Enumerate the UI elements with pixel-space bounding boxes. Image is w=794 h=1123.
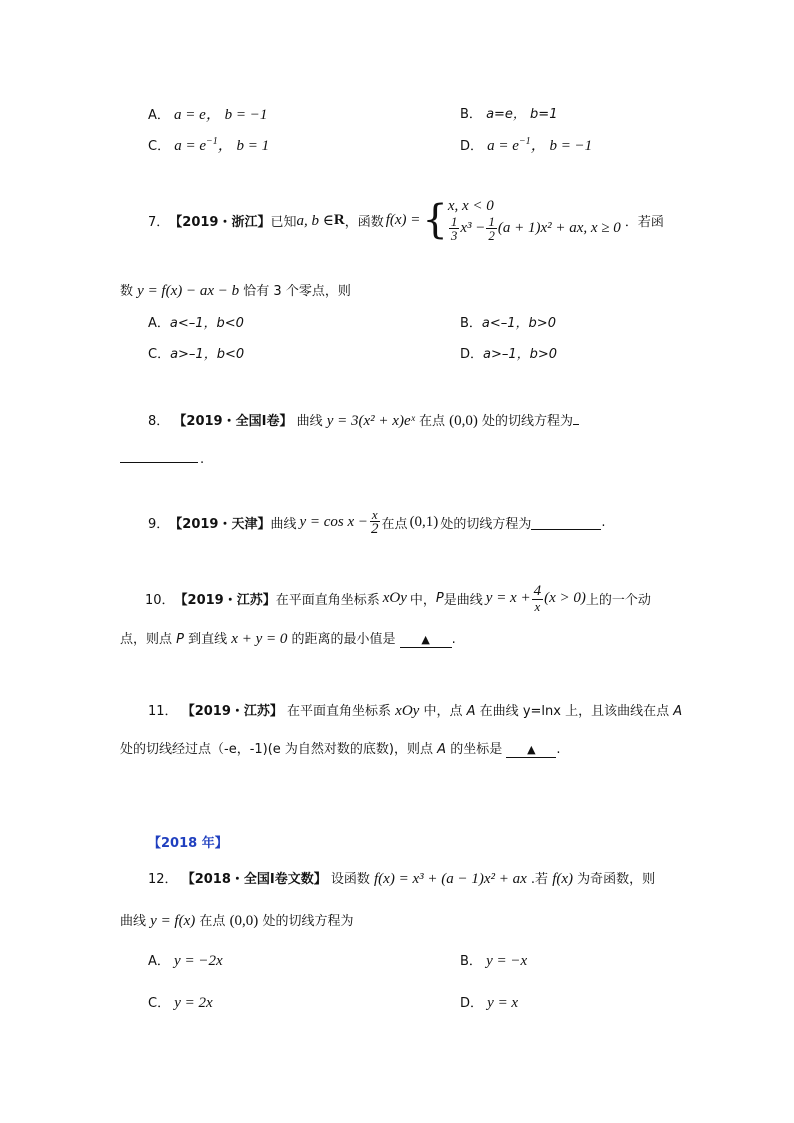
- question-text: 在点: [419, 414, 446, 429]
- question-text: 在点: [381, 517, 408, 532]
- option-label: C．: [148, 139, 171, 154]
- option-text: $a = e^{-1}$， b = 1: [174, 136, 270, 154]
- option-label: D．: [460, 347, 484, 362]
- question-text: 在点: [199, 914, 226, 929]
- option-text: y = −2x: [174, 953, 223, 969]
- answer-blank[interactable]: [120, 448, 198, 463]
- question-text: 设函数: [330, 872, 370, 887]
- question-source: 【2018・全国Ⅰ卷文数】: [181, 872, 327, 887]
- option-label: C．: [148, 347, 171, 362]
- math-expr: y = 3(x² + x)eˣ: [326, 413, 415, 429]
- q12-stem-line1: [148, 868, 655, 888]
- question-text: ．若函: [624, 214, 664, 230]
- question-text: 处的切线方程为: [440, 517, 532, 532]
- question-source: 【2019・天津】: [169, 517, 271, 532]
- option-text: $a = e^{-1}$， b = −1: [487, 136, 593, 154]
- period: .: [451, 632, 456, 647]
- question-text: 数: [120, 284, 134, 299]
- q10-stem-line2: [120, 628, 456, 648]
- question-text: 处的切线方程为: [262, 914, 354, 929]
- math-expr: y = f(x) − ax − b: [137, 283, 240, 299]
- q7-stem-line1: [148, 198, 664, 242]
- curve-expr: y=lnx: [522, 704, 561, 719]
- question-number: 10．: [145, 593, 175, 608]
- point-a: A: [437, 742, 447, 757]
- q12-option-b: [460, 950, 527, 970]
- question-text: 中，: [409, 593, 436, 608]
- point-coord: (0,0): [229, 913, 259, 929]
- q7-option-c: [148, 343, 244, 362]
- question-text: 曲线: [296, 414, 323, 429]
- q7-stem-line2: [120, 280, 351, 300]
- option-label: C．: [148, 996, 171, 1011]
- question-number: 12．: [148, 872, 178, 887]
- option-label: A．: [148, 108, 170, 123]
- piecewise-cases: [448, 198, 621, 242]
- case-2: $\frac{1}{3}$ x³ − $\frac{1}{2}$ (a + 1)x² + ax, x ≥ 0: [450, 214, 621, 244]
- point-coord: (0,1): [409, 514, 439, 530]
- q7-option-b: [460, 312, 556, 331]
- option-text: a<–1，b<0: [169, 316, 244, 331]
- question-number: 9．: [148, 517, 170, 532]
- q11-stem-line2: [120, 738, 560, 758]
- coordinate-system: xOy: [382, 590, 407, 606]
- question-text: 为奇函数，则: [577, 872, 656, 887]
- triangle-icon: ▲: [421, 633, 430, 646]
- math-expr: f(x) =: [385, 211, 421, 228]
- question-text: 的距离的最小值是: [291, 632, 396, 647]
- question-source: 【2019・江苏】: [174, 593, 276, 608]
- math-expr: (x > 0): [544, 590, 586, 606]
- case-1: x, x < 0: [447, 198, 494, 214]
- question-text: 上的一个动: [585, 593, 651, 608]
- math-expr: a, b ∈: [296, 212, 334, 229]
- q12-option-c: [148, 992, 213, 1012]
- q12-option-a: [148, 950, 223, 970]
- q9-stem: [148, 508, 605, 537]
- question-text: 已知: [270, 214, 297, 230]
- section-heading-2018: 【2018 年】: [148, 836, 228, 851]
- real-set-symbol: R: [333, 211, 345, 228]
- period: .: [601, 515, 606, 530]
- q12-stem-line2: [120, 910, 353, 930]
- math-expr: f(x) = x³ + (a − 1)x² + ax: [374, 871, 527, 887]
- option-text: a>–1，b<0: [170, 347, 245, 362]
- option-label: B．: [460, 107, 482, 122]
- q6-option-b: [460, 103, 557, 122]
- point-p: P: [176, 632, 184, 647]
- question-text: 在曲线: [479, 704, 519, 719]
- question-text: 在平面直角坐标系: [275, 593, 380, 608]
- coordinate-system: xOy: [395, 703, 420, 719]
- question-source: 【2019・浙江】: [169, 214, 271, 230]
- option-text: y = x: [487, 995, 519, 1011]
- option-label: B．: [460, 954, 482, 969]
- question-text: .若: [530, 872, 549, 887]
- q6-option-c: [148, 134, 269, 155]
- point-coord: (0,0): [449, 413, 478, 429]
- q6-option-d: [460, 134, 592, 155]
- option-text: y = 2x: [174, 995, 213, 1011]
- option-text: a = e， b = −1: [174, 107, 268, 123]
- point-p: P: [435, 591, 444, 606]
- question-text: 的坐标是: [450, 742, 503, 757]
- math-expr: f(x): [552, 871, 574, 887]
- fraction: $\frac{4}{x}$: [533, 583, 542, 614]
- q7-option-d: [460, 343, 557, 362]
- question-number: 7．: [148, 214, 170, 230]
- math-expr: y = f(x): [150, 913, 196, 929]
- point-a: A: [673, 704, 683, 719]
- triangle-icon: ▲: [527, 743, 536, 756]
- question-text: 处的切线方程为: [482, 414, 574, 429]
- q8-stem: [148, 410, 579, 430]
- piecewise-brace: {: [422, 197, 448, 244]
- question-number: 11．: [148, 704, 178, 719]
- question-text: 曲线: [270, 517, 297, 532]
- question-text: 曲线: [120, 914, 147, 929]
- question-text: 是曲线: [443, 593, 483, 608]
- q11-stem-line1: [148, 700, 682, 720]
- question-text: ，函数: [344, 214, 384, 230]
- answer-blank[interactable]: [573, 424, 579, 425]
- point-a: A: [466, 704, 476, 719]
- option-label: B．: [460, 316, 482, 331]
- question-text: 上，且该曲线在点: [565, 704, 670, 719]
- answer-blank[interactable]: [400, 632, 452, 648]
- question-text: 中，点: [423, 704, 463, 719]
- question-text: 到直线: [188, 632, 228, 647]
- option-text: a=e， b=1: [486, 107, 558, 122]
- q7-option-a: [148, 312, 244, 331]
- question-text: 处的切线经过点（-e，-1)(e 为自然对数的底数)，则点: [120, 742, 433, 757]
- option-text: a>–1，b>0: [483, 347, 558, 362]
- question-source: 【2019・江苏】: [181, 704, 283, 719]
- option-text: y = −x: [486, 953, 528, 969]
- question-text: 在平面直角坐标系: [287, 704, 392, 719]
- question-text: 恰有 3 个零点，则: [243, 284, 351, 299]
- math-expr: y = cos x −: [299, 514, 369, 530]
- question-source: 【2019・全国Ⅰ卷】: [173, 414, 293, 429]
- q6-option-a: [148, 103, 267, 124]
- math-expr: x + y = 0: [231, 631, 288, 647]
- option-text: a<–1，b>0: [481, 316, 556, 331]
- question-text: 点，则点: [120, 632, 173, 647]
- question-number: 8．: [148, 414, 170, 429]
- option-label: D．: [460, 139, 484, 154]
- fraction: $\frac{x}{2}$: [371, 507, 379, 537]
- q10-stem-line1: [145, 584, 651, 613]
- answer-blank[interactable]: [531, 515, 601, 530]
- answer-blank[interactable]: [506, 742, 556, 758]
- period: .: [556, 742, 561, 757]
- option-label: A．: [148, 954, 170, 969]
- q12-option-d: [460, 992, 518, 1012]
- option-label: D．: [460, 996, 484, 1011]
- period: .: [200, 452, 205, 467]
- math-expr: y = x +: [485, 590, 531, 606]
- q8-answer-line: [120, 448, 204, 467]
- option-label: A．: [148, 316, 170, 331]
